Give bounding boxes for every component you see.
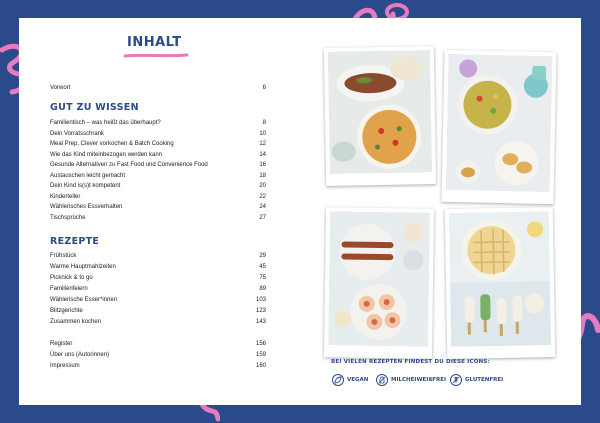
toc-entry[interactable] xyxy=(50,139,266,149)
toc-entry-label: Dein Vorratsschrank xyxy=(50,130,105,137)
toc-entry[interactable] xyxy=(50,361,266,371)
toc-entry-label: Frühstück xyxy=(50,253,77,259)
toc-entry-label: Austauschen leicht gemacht xyxy=(50,172,126,179)
icon-label: VEGAN xyxy=(347,377,369,383)
toc-entry-label: Impressum xyxy=(50,363,80,369)
toc-entry-page: 14 xyxy=(259,151,266,158)
toc-entry-page: 156 xyxy=(255,341,266,347)
toc-entry-label: Tischsprüche xyxy=(50,214,86,221)
toc-entry-page: 27 xyxy=(259,214,266,221)
toc-entry[interactable] xyxy=(50,129,266,139)
toc-entry-page: 45 xyxy=(259,264,266,270)
toc-entry-page: 89 xyxy=(259,286,266,292)
toc-entry[interactable] xyxy=(50,251,266,261)
toc-entry-page: 20 xyxy=(259,183,266,189)
toc-entry-label: Gesunde Alternativen zu Fast Food und Convenience Food xyxy=(50,162,208,168)
toc-entry-label: Picknick & to go xyxy=(50,275,93,281)
toc-entry-label: Wählerisches Essverhalten xyxy=(50,204,123,210)
icon-label: MILCHEIWEIßFREI xyxy=(391,377,447,383)
toc-entry[interactable] xyxy=(50,262,266,272)
toc-entry[interactable] xyxy=(50,273,266,283)
vegan-icon xyxy=(332,374,344,386)
toc-entry-label: Über uns (Autorinnen) xyxy=(50,352,110,358)
toc-entry[interactable] xyxy=(50,339,266,349)
toc-entry[interactable] xyxy=(50,295,266,305)
legend-vegan xyxy=(332,373,368,387)
photo-meat-and-quiche xyxy=(324,46,436,186)
toc-entry[interactable] xyxy=(50,350,266,360)
photo-waffle-and-ice-pops xyxy=(445,207,556,359)
toc-entry-page: 143 xyxy=(255,319,266,325)
section-heading-gut-zu-wissen: GUT ZU WISSEN xyxy=(50,102,139,113)
toc-entry[interactable] xyxy=(50,306,266,316)
toc-entry-page: 29 xyxy=(259,253,266,259)
toc-entry-label: Wie das Kind miteinbezogen werden kann xyxy=(50,151,163,158)
title-underline-icon xyxy=(123,53,189,58)
toc-entry[interactable] xyxy=(50,150,266,160)
toc-entry-label: Warme Hauptmahlzeiten xyxy=(50,264,116,270)
toc-entry[interactable] xyxy=(50,284,266,294)
toc-entry-page: 159 xyxy=(255,352,266,358)
toc-entry-label: Dein Kind is(s)t kompetent xyxy=(50,183,121,189)
toc-entry[interactable] xyxy=(50,171,266,181)
toc-entry[interactable] xyxy=(50,160,266,170)
toc-entry-page: 16 xyxy=(259,162,266,168)
icon-label: GLUTENFREI xyxy=(465,377,504,383)
toc-entry-label: Vorwort xyxy=(50,85,71,91)
section-heading-rezepte: REZEPTE xyxy=(50,236,100,247)
toc-entry[interactable] xyxy=(50,213,266,223)
toc-entry-label: Wählerische Esser*innen xyxy=(50,297,118,303)
toc-entry-page: 75 xyxy=(259,275,266,281)
toc-entry-page: 18 xyxy=(259,172,266,179)
page-title: INHALT xyxy=(127,35,182,50)
milk-free-icon xyxy=(376,374,388,386)
toc-entry-label: Familienfeiern xyxy=(50,286,88,292)
toc-entry-page: 8 xyxy=(262,120,266,126)
toc-entry[interactable] xyxy=(50,192,266,202)
toc-entry-page: 6 xyxy=(262,85,266,91)
toc-entry-label: Familientisch – was heißt das überhaupt? xyxy=(50,120,161,126)
icons-heading: BEI VIELEN REZEPTEN FINDEST DU DIESE ICONS: xyxy=(331,359,490,365)
book-spread xyxy=(19,18,581,405)
toc-entry-page: 123 xyxy=(255,308,266,314)
toc-entry-page: 24 xyxy=(259,204,266,210)
toc-entry-label: Zusammen kochen xyxy=(50,319,102,325)
toc-entry[interactable] xyxy=(50,317,266,327)
legend-milk-free xyxy=(376,373,446,387)
photo-salad-and-patties xyxy=(441,50,556,204)
photo-skewers-and-pinwheels xyxy=(324,207,434,358)
toc-entry[interactable] xyxy=(50,202,266,212)
toc-entry-page: 22 xyxy=(259,193,266,200)
toc-entry[interactable] xyxy=(50,181,266,191)
toc-entry-label: Blitzgerichte xyxy=(50,308,83,314)
toc-entry-page: 160 xyxy=(255,363,266,369)
legend-gluten-free xyxy=(450,373,503,387)
toc-entry-page: 10 xyxy=(259,130,266,137)
toc-entry-label: Kinderteller xyxy=(50,193,81,200)
gluten-free-icon xyxy=(450,374,462,386)
toc-entry-label: Register xyxy=(50,341,73,347)
toc-entry[interactable] xyxy=(50,118,266,128)
toc-entry-page: 12 xyxy=(259,141,266,147)
toc-entry[interactable] xyxy=(50,83,266,93)
toc-entry-page: 103 xyxy=(255,297,266,303)
toc-entry-label: Meal Prep, Clever vorkochen & Batch Cooking xyxy=(50,141,174,147)
